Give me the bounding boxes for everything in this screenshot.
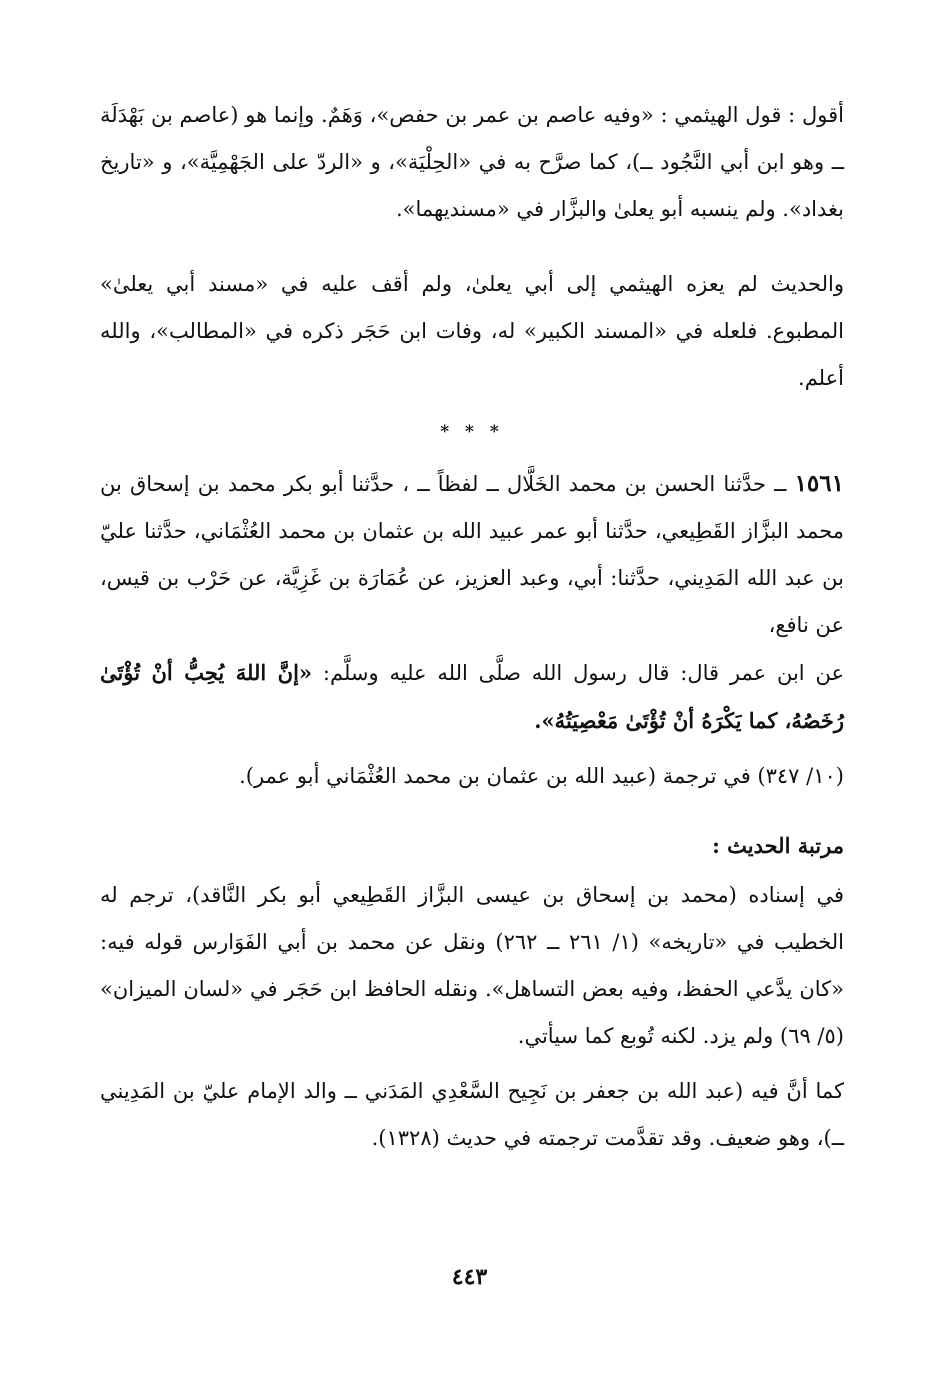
hadith-text [100, 649, 844, 745]
commentary-paragraph-2: والحديث لم يعزه الهيثمي إلى أبي يعلىٰ، ولم أقف عليه في «مسند أبي يعلىٰ» المطبوع. فلعله في «المسند الكبير» له، وفات ابن حَجَر ذكره في «المطالب»، والله أعلم. [100, 272, 844, 390]
grading-paragraph-2: كما أنَّ فيه (عبد الله بن جعفر بن نَجِيح السَّعْدِي المَدَني ــ والد الإمام عليّ بن المَدِيني ــ)، وهو ضعيف. وقد تقدَّمت ترجمته في حديث (١٣٢٨). [100, 1079, 844, 1150]
hadith-number: ١٥٦١ [794, 470, 844, 497]
page-number: ٤٤٣ [451, 1264, 488, 1290]
hadith-lead: عن ابن عمر قال: قال رسول الله صلَّى الله عليه وسلَّم: [322, 661, 844, 685]
page-body [100, 92, 844, 1162]
hadith-reference: (١٠/ ٣٤٧) في ترجمة (عبيد الله بن عثمان بن محمد العُثْمَاني أبو عمر). [239, 764, 844, 788]
section-separator: * * * [440, 422, 504, 442]
hadith-isnad [100, 460, 844, 649]
commentary-paragraph-1: أقول : قول الهيثمي : «وفيه عاصم بن عمر بن حفص»، وَهَمٌ. وإنما هو (عاصم بن بَهْدَلَة ــ وهو ابن أبي النَّجُود ــ)، كما صرَّح به في «الحِلْيَة»، و «الردّ على الجَهْمِيَّة»، و «تاريخ بغداد». ولم ينسبه أبو يعلىٰ والبزَّار في «مسنديهما». [100, 103, 844, 221]
hadith-isnad-text: ــ حدَّثنا الحسن بن محمد الخَلَّال ــ لفظاً ــ ، حدَّثنا أبو بكر محمد بن إسحاق بن محمد البزَّاز القَطِيعي، حدَّثنا أبو عمر عبيد الله بن عثمان بن محمد العُثْمَاني، حدَّثنا عليّ بن عبد الله المَدِيني، حدَّثنا: أبي، وعبد العزيز، عن عُمَارَة بن غَزِيَّة، عن حَرْب بن قيس، عن نافع، [100, 472, 844, 637]
grading-heading: مرتبة الحديث : [712, 833, 844, 858]
hadith-matn: «إنَّ اللهَ يُحِبُّ أنْ تُؤْتَىٰ رُخَصُهُ، كما يَكْرَهُ أنْ تُؤْتَىٰ مَعْصِيَتُهُ». [100, 660, 844, 733]
grading-paragraph-1: في إسناده (محمد بن إسحاق بن عيسى البزَّاز القَطِيعي أبو بكر النَّاقد)، ترجم له الخطيب في «تاريخه» (١/ ٢٦١ ــ ٢٦٢) ونقل عن محمد بن أبي الفَوَارس قوله فيه: «كان يدَّعي الحفظ، وفيه بعض التساهل». ونقله الحافظ ابن حَجَر في «لسان الميزان» (٥/ ٦٩) ولم يزد. لكنه تُوبع كما سيأتي. [100, 883, 844, 1048]
